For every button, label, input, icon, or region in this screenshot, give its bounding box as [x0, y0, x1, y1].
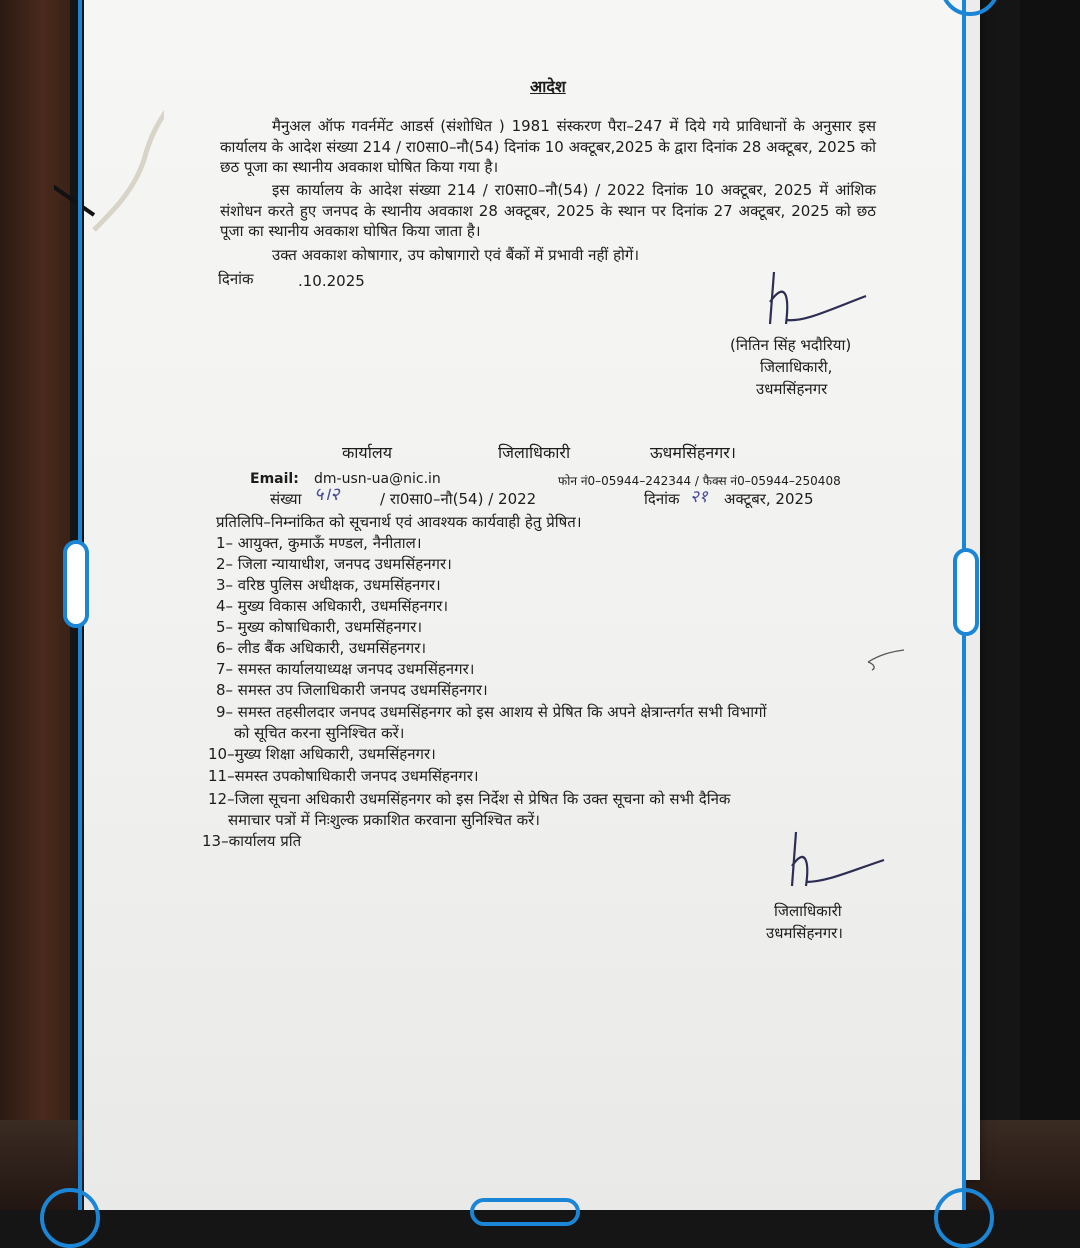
- list-item: 3– वरिष्ठ पुलिस अधीक्षक, उधमसिंहनगर।: [216, 576, 441, 594]
- crop-corner-bottom-left[interactable]: [40, 1188, 100, 1248]
- list-item-continuation: समाचार पत्रों में निःशुल्क प्रकाशित करवाना सुनिश्चित करें।: [228, 811, 540, 829]
- signatory-place: उधमसिंहनगर: [756, 380, 828, 398]
- order-paragraph-2: इस कार्यालय के आदेश संख्या 214 / रा0सा0–नौ(54) / 2022 दिनांक 10 अक्टूबर, 2025 में आंशिक संशोधन करते हुए जनपद के स्थानीय अवकाश 28 अक्टूबर, 2025 के स्थान पर दिनांक 27 अक्टूबर, 2025 को छठ पूजा का स्थानीय अवकाश घोषित किया जाता है।: [220, 181, 876, 240]
- signature-2: [774, 826, 904, 896]
- order-date-label: दिनांक: [218, 270, 254, 288]
- phone-fax: फोन नं0–05944–242344 / फैक्स नं0–05944–250408: [558, 474, 841, 488]
- list-item: 13–कार्यालय प्रति: [202, 832, 302, 850]
- email-value: dm-usn-ua@nic.in: [314, 471, 441, 487]
- list-item: 9– समस्त तहसीलदार जनपद उधमसिंहनगर को इस आशय से प्रेषित कि अपने क्षेत्रान्तर्गत सभी विभागों: [216, 703, 767, 721]
- reference-rest: / रा0सा0–नौ(54) / 2022: [380, 490, 537, 508]
- order-date-value: .10.2025: [298, 272, 365, 290]
- list-item: 8– समस्त उप जिलाधिकारी जनपद उधमसिंहनगर।: [216, 681, 488, 699]
- pen-mark: [864, 646, 924, 676]
- closing-place: उधमसिंहनगर।: [766, 924, 843, 942]
- office-heading-dm: जिलाधिकारी: [498, 443, 571, 462]
- list-item: 11–समस्त उपकोषाधिकारी जनपद उधमसिंहनगर।: [208, 767, 479, 785]
- reference-label: संख्या: [270, 490, 302, 508]
- list-item: 7– समस्त कार्यालयाध्यक्ष जनपद उधमसिंहनगर।: [216, 660, 475, 678]
- order-title: आदेश: [530, 77, 566, 96]
- copy-intro: प्रतिलिपि–निम्नांकित को सूचनार्थ एवं आवश्यक कार्यवाही हेतु प्रेषित।: [216, 513, 582, 531]
- order-paragraph-3: उक्त अवकाश कोषागार, उप कोषागारो एवं बैंकों में प्रभावी नहीं होगें।: [272, 246, 640, 264]
- signatory-name: (नितिन सिंह भदौरिया): [730, 336, 852, 354]
- list-item: 1– आयुक्त, कुमाऊँ मण्डल, नैनीताल।: [216, 534, 422, 552]
- list-item-continuation: को सूचित करना सुनिश्चित करें।: [234, 724, 405, 742]
- crop-handle-left[interactable]: [63, 540, 89, 628]
- list-item: 4– मुख्य विकास अधिकारी, उधमसिंहनगर।: [216, 597, 449, 615]
- crop-corner-bottom-right[interactable]: [934, 1188, 994, 1248]
- dispatch-date-label: दिनांक: [644, 490, 680, 508]
- order-paragraph-1: मैनुअल ऑफ गवर्नमेंट आडर्स (संशोधित ) 1981 संस्करण पैरा–247 में दिये गये प्राविधानों के अनुसार इस कार्यालय के आदेश संख्या 214 / रा0सा0–नौ(54) दिनांक 10 अक्टूबर,2025 के द्वारा दिनांक 28 अक्टूबर, 2025 को छठ पूजा का स्थानीय अवकाश घोषित किया गया है।: [220, 117, 876, 176]
- list-item: 6– लीड बैंक अधिकारी, उधमसिंहनगर।: [216, 639, 427, 657]
- crop-handle-right[interactable]: [953, 548, 979, 636]
- dispatch-date-handwritten: २१: [690, 487, 708, 507]
- signature-1: [754, 262, 884, 342]
- list-item: 2– जिला न्यायाधीश, जनपद उधमसिंहनगर।: [216, 555, 452, 573]
- dispatch-date-rest: अक्टूबर, 2025: [724, 490, 814, 508]
- office-heading-place: ऊधमसिंहनगर।: [650, 443, 736, 462]
- list-item: 12–जिला सूचना अधिकारी उधमसिंहनगर को इस निर्देश से प्रेषित कि उक्त सूचना को सभी दैनिक: [208, 790, 731, 808]
- crop-handle-bottom[interactable]: [470, 1198, 580, 1226]
- reference-handwritten: ५।२: [314, 484, 340, 505]
- binding-string: [54, 0, 164, 260]
- background-right: [1020, 0, 1080, 1210]
- closing-designation: जिलाधिकारी: [774, 902, 842, 920]
- document-page: [84, 0, 964, 1210]
- list-item: 10–मुख्य शिक्षा अधिकारी, उधमसिंहनगर।: [208, 745, 436, 763]
- signatory-designation: जिलाधिकारी,: [760, 358, 833, 376]
- office-heading-karyalay: कार्यालय: [342, 443, 392, 462]
- email-label: Email:: [250, 471, 299, 487]
- list-item: 5– मुख्य कोषाधिकारी, उधमसिंहनगर।: [216, 618, 423, 636]
